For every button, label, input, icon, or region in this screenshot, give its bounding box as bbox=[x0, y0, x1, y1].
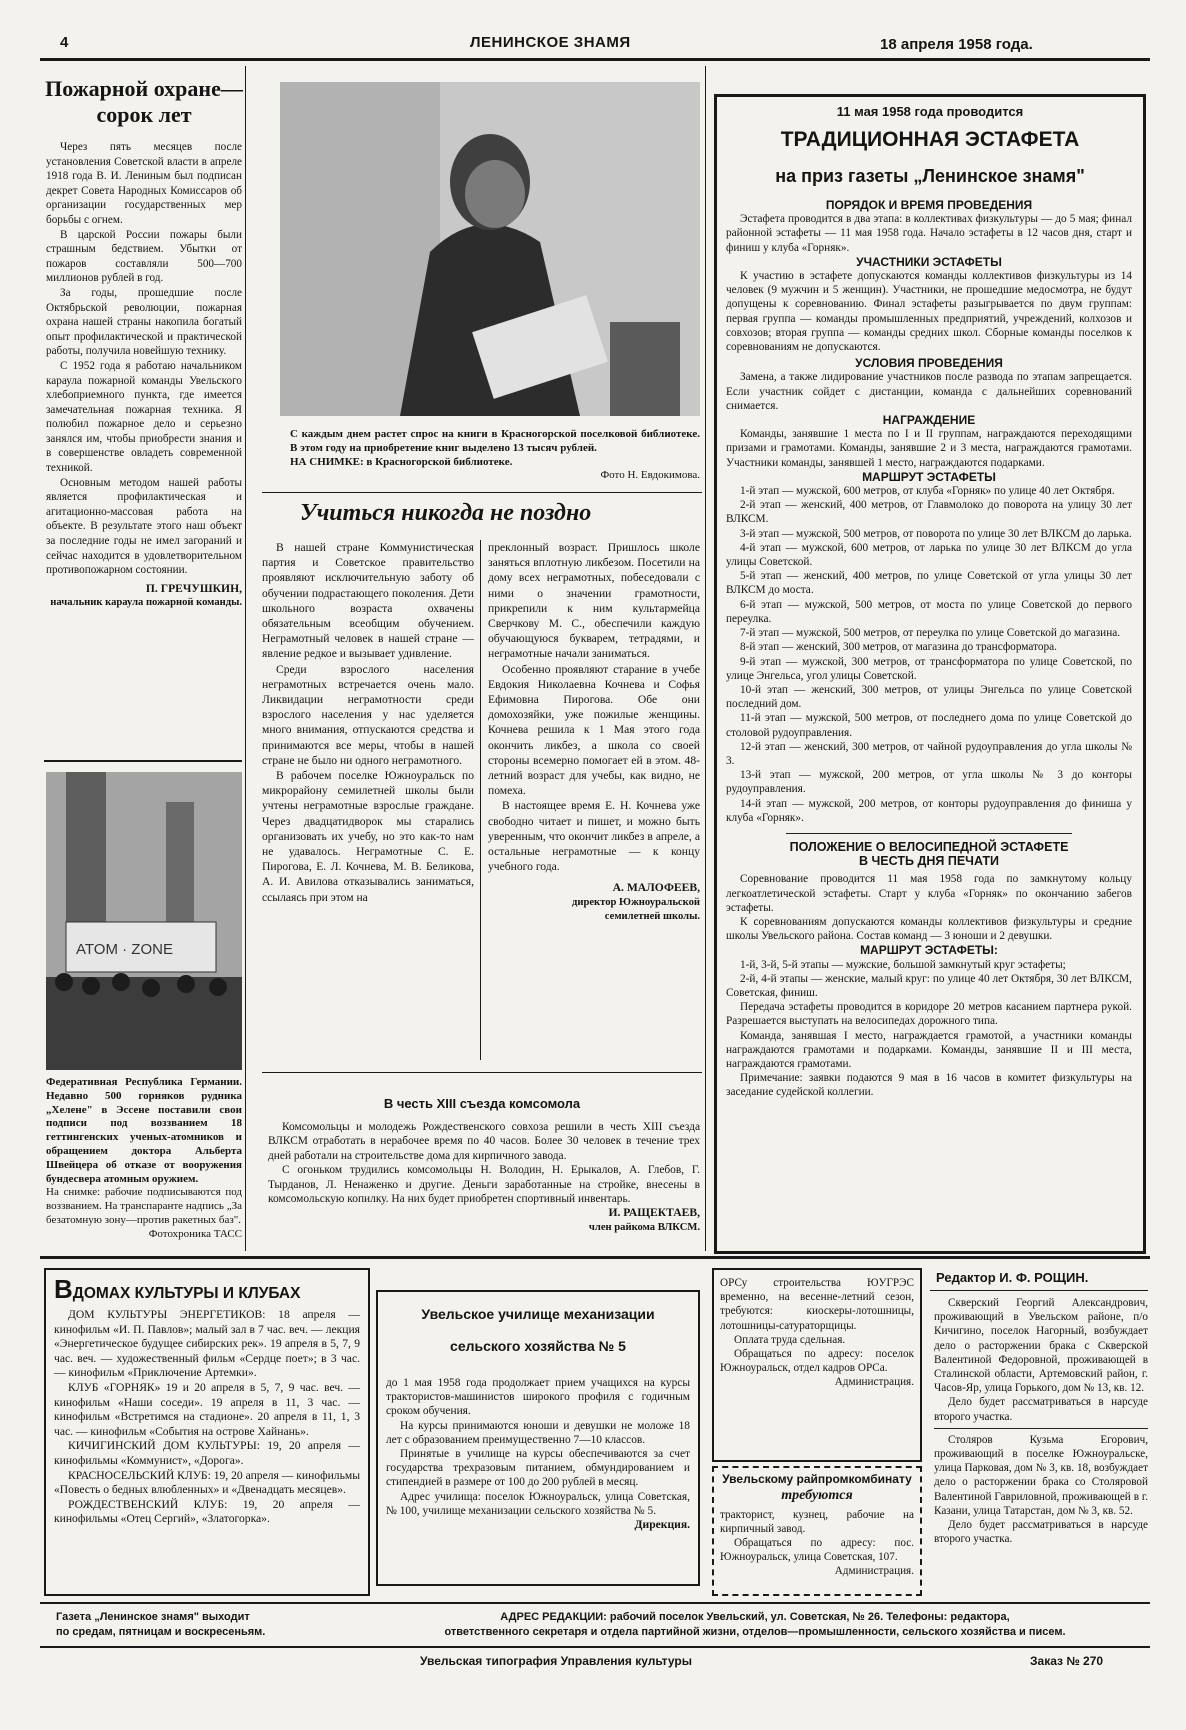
issue-date: 18 апреля 1958 года. bbox=[880, 36, 1033, 53]
section-rule bbox=[930, 1290, 1148, 1291]
clubs-title bbox=[54, 1274, 364, 1305]
club-entry: РОЖДЕСТВЕНСКИЙ КЛУБ: 19, 20 апреля — кинофильмы «Отец Сергий», «Златогорка». bbox=[54, 1497, 360, 1526]
caption-text-2: НА СНИМКЕ: в Красногорской библиотеке. bbox=[290, 455, 513, 468]
page-number: 4 bbox=[60, 34, 69, 51]
paragraph: С огоньком трудились комсомольцы Н. Володин, Н. Ерыкалов, А. Глебов, Г. Тырданов, Л. Ненаженко и другие. Деньги заработанные на стройке, внесены в комсомольскую копилку. На них будет приобретен спортивный инвентарь. bbox=[268, 1164, 700, 1206]
divorce-notice: Дело будет рассматриваться в нарсуде второго участка. bbox=[934, 1519, 1148, 1546]
fire-article-title bbox=[44, 76, 244, 128]
learning-signature-role: директор Южноуральской bbox=[572, 896, 700, 908]
paragraph: Особенно проявляют старание в учебе Евдокия Николаевна Кочнева и Софья Ефимовна Пирогова. Обе они домохозяйки, уже пожилые женщины. Кочнева решила к 1 Мая этого года окончить ликбез, а школа со своей стороны всемерно помогает ей в этом. 48-летний возраст для учебы, как видно, не помеха. bbox=[488, 662, 700, 798]
editorial-address bbox=[360, 1610, 1150, 1640]
library-photo-image bbox=[280, 82, 700, 416]
paragraph: Адрес училища: поселок Южноуральск, улица Советская, № 100, училище механизации сельского хозяйства № 5. bbox=[386, 1490, 690, 1517]
address-line: АДРЕС РЕДАКЦИИ: рабочий поселок Увельский, ул. Советская, № 26. Телефоны: редактора, bbox=[500, 1611, 1010, 1623]
fire-title-line-2: сорок лет bbox=[96, 102, 192, 127]
paragraph: К соревнованиям допускаются команды коллективов физкультуры и средние школы Увельского района. Состав команд — 3 юноши и 2 девушки. bbox=[726, 915, 1132, 943]
germany-protest-photo bbox=[46, 772, 242, 1070]
section-heading: ПОРЯДОК И ВРЕМЯ ПРОВЕДЕНИЯ bbox=[825, 198, 1033, 212]
library-caption bbox=[290, 428, 700, 483]
stage: 6-й этап — мужской, 500 метров, от моста по улице Советской до первого переулка. bbox=[726, 598, 1132, 625]
komsomol-title: В честь XIII съезда комсомола bbox=[383, 1096, 581, 1111]
paragraph: К участию в эстафете допускаются команды коллективов физкультуры из 14 человек (9 мужчин и 5 женщин). Участники, не прошедшие медосмотра, не будут допущены к соревнованию. Финал эстафеты разыгрывается по двум группам: первая группа — команды промышленных предприятий, учреждений, колхозов и совхозов; вторая группа — команды средних школ. Сборные команды поселков к соревнованиям не допускаются. bbox=[726, 270, 1132, 354]
komsomol-signature: И. РАЩЕКТАЕВ, bbox=[608, 1206, 700, 1220]
ors-text: ОРСу строительства ЮУГРЭС временно, на весенне-летний сезон, требуются: киоскеры-лотошницы, лотошницы-сатураторщицы. bbox=[720, 1277, 914, 1332]
stage: 10-й этап — женский, 300 метров, от улицы Энгельса по улице Советской последний дом. bbox=[726, 683, 1132, 711]
school-title: сельского хозяйства № 5 bbox=[450, 1338, 626, 1354]
section-heading: УСЛОВИЯ ПРОВЕДЕНИЯ bbox=[855, 356, 1003, 371]
ors-signature: Администрация. bbox=[834, 1376, 914, 1389]
school-signature: Дирекция. bbox=[634, 1518, 690, 1532]
section-heading: УЧАСТНИКИ ЭСТАФЕТЫ bbox=[856, 254, 1002, 269]
club-entry: КЛУБ «ГОРНЯК» 19 и 20 апреля в 5, 7, 9 час. веч. — кинофильм «Наши соседи». 19 апреля в 11, 3 час. — кинофильм «Встретимся на стадионе». 20 апреля в 11, 1, 3 час. — кинофильм «События на острове Хайнань». bbox=[54, 1380, 360, 1438]
bike-title: В ЧЕСТЬ ДНЯ ПЕЧАТИ bbox=[859, 854, 999, 869]
paragraph: Эстафета проводится в два этапа: в коллективах физкультуры — до 5 мая; финал районной эстафеты — 11 мая 1958 года. Начало эстафеты в 12 часов дня, старт и финиш у клуба «Горняк». bbox=[726, 213, 1132, 254]
learning-signature: А. МАЛОФЕЕВ, bbox=[612, 881, 700, 895]
learning-col-2 bbox=[488, 540, 700, 924]
footer-rule bbox=[40, 1602, 1150, 1604]
schedule-note bbox=[56, 1610, 346, 1640]
paragraph: 2-й, 4-й этапы — женские, малый круг: по улице 40 лет Октября, 30 лет ВЛКСМ, Советская, финиш. bbox=[726, 972, 1132, 999]
fire-signature: П. ГРЕЧУШКИН, bbox=[145, 581, 242, 595]
learning-signature-role: семилетней школы. bbox=[604, 910, 700, 922]
kombinat-title: Увельскому райпромкомбинату bbox=[722, 1472, 912, 1486]
column-divider bbox=[705, 66, 706, 1251]
section-rule bbox=[44, 760, 242, 762]
divorce-notice: Скверский Георгий Александрович, проживающий в Увельском районе, п/о Кичигино, поселок Нагорный, возбуждает дело о расторжении брака с Скверской Валентиной Федоровной, проживающей в Сталинской области, Артемовский район, г. Часов-Яр, улица Горького, дом № 13, кв. 12. bbox=[934, 1297, 1148, 1395]
section-heading: НАГРАЖДЕНИЕ bbox=[882, 413, 976, 428]
column-divider bbox=[480, 540, 481, 1060]
paragraph: Среди взрослого населения неграмотных встречается очень мало. Ликвидации неграмотности среди взрослого населения у нас уделяется много внимания, отпускаются средства и принимаются все меры, чтобы в нашей стране не было ни одного неграмотного. bbox=[262, 662, 474, 767]
kombinat-signature: Администрация. bbox=[834, 1565, 914, 1577]
masthead-rule bbox=[40, 58, 1150, 61]
learning-col-1 bbox=[262, 540, 474, 905]
komsomol-signature-role: член райкома ВЛКСМ. bbox=[588, 1221, 700, 1233]
ors-pay: Оплата труда сдельная. bbox=[734, 1333, 846, 1346]
stage: 5-й этап — женский, 400 метров, по улице Советской от угла улицы 30 лет ВЛКСМ до моста. bbox=[726, 570, 1132, 597]
club-entry: КРАСНОСЕЛЬСКИЙ КЛУБ: 19, 20 апреля — кинофильмы «Повесть о бедных влюбленных» и «Двенадцать месяцев». bbox=[54, 1468, 360, 1497]
library-photo bbox=[280, 82, 700, 416]
fire-signature-role: начальник караула пожарной команды. bbox=[50, 597, 242, 609]
photo-credit: Фото Н. Евдокимова. bbox=[600, 469, 700, 482]
paragraph: Замена, а также лидирование участников после развода по этапам запрещается. Если участник сойдет с дистанции, команда с дальнейших соревнований снимается. bbox=[726, 371, 1132, 412]
paragraph: Через пять месяцев после установления Советской власти в апреле 1918 года В. И. Лениным был подписан декрет Совета Народных Комиссаров об организации государственных мер борьбы с огнем. bbox=[46, 141, 242, 226]
editor-name: Редактор И. Ф. РОЩИН. bbox=[936, 1270, 1089, 1285]
paragraph: С 1952 года я работаю начальником караула пожарной команды Увельского хлебоприемного пункта, где имеется замечательная пожарная техника. Я полюбил пожарное дело и серьезно занялся им, чтобы приобрести знания и в совершенстве овладеть современной техникой. bbox=[46, 359, 242, 475]
stage: 1-й этап — мужской, 600 метров, от клуба «Горняк» по улице 40 лет Октября. bbox=[740, 485, 1115, 498]
ornament-rule bbox=[262, 492, 702, 493]
footer-rule bbox=[40, 1646, 1150, 1648]
schedule-line: Газета „Ленинское знамя" выходит bbox=[56, 1611, 250, 1623]
stage: 3-й этап — мужской, 500 метров, от поворота по улице 30 лет ВЛКСМ до ларька. bbox=[740, 527, 1132, 540]
paragraph: Основным методом нашей работы является профилактическая и агитационно-массовая работа на объекте. В результате этого наш объект за последние годы не имел загораний и сейчас находится в удовлетворительном противопожарном состоянии. bbox=[46, 476, 242, 577]
paragraph: Передача эстафеты проводится в коридоре 20 метров касанием партнера рукой. Разрешается выступать на велосипедах дорожного типа. bbox=[726, 1001, 1132, 1028]
school-title: Увельское училище механизации bbox=[421, 1306, 655, 1322]
clubs-listing bbox=[44, 1268, 370, 1596]
paragraph: В рабочем поселке Южноуральск по микрорайону семилетней школы были учтены неграмотные взрослые граждане. Через двадцатидворок мы старались организовать их учебу, но это как-то нам не удавалось. Неграмотные С. Е. Пирогова, Е. Л. Кочнева, М. В. Беликова, А. И. Авилова отказывались заниматься, ссылаясь при этом на bbox=[262, 769, 474, 904]
section-heading: МАРШРУТ ЭСТАФЕТЫ: bbox=[860, 943, 998, 958]
clubs-title-text: ДОМАХ КУЛЬТУРЫ И КЛУБАХ bbox=[72, 1285, 301, 1302]
section-heading: МАРШРУТ ЭСТАФЕТЫ bbox=[862, 469, 996, 484]
ors-body bbox=[720, 1276, 914, 1390]
caption-text: С каждым днем растет спрос на книги в Красногорской поселковой библиотеке. В этом году на приобретение книг выделено 13 тысяч рублей. bbox=[290, 428, 700, 454]
stage: 8-й этап — женский, 300 метров, от магазина до трансформатора. bbox=[740, 641, 1058, 654]
caption-text-2: На снимке: рабочие подписываются под воззванием. На транспаранте надпись „За безатомную зону—против ракетных баз". bbox=[46, 1186, 242, 1226]
club-entry: ДОМ КУЛЬТУРЫ ЭНЕРГЕТИКОВ: 18 апреля — кинофильм «И. П. Павлов»; малый зал в 7 час. веч. — лекция «Энергетическое будущее сибирских рек». 19 апреля в 5, 7, 9 час. веч. — художественный фильм «Сердце поет»; в 3 час. — кинофильм «Приключение Артемки». bbox=[54, 1308, 360, 1380]
ors-address: Обращаться по адресу: поселок Южноуральск, отдел кадров ОРСа. bbox=[720, 1348, 914, 1375]
relay-title: ТРАДИЦИОННАЯ ЭСТАФЕТА bbox=[780, 128, 1080, 151]
bike-title: ПОЛОЖЕНИЕ О ВЕЛОСИПЕДНОЙ ЭСТАФЕТЕ bbox=[789, 839, 1069, 854]
paragraph: На курсы принимаются юноши и девушки не моложе 18 лет с образованием преимущественно 7—10 классов. bbox=[386, 1419, 690, 1446]
kombinat-ad bbox=[712, 1466, 922, 1596]
order-number: Заказ № 270 bbox=[1030, 1654, 1104, 1668]
kombinat-subtitle: требуются bbox=[781, 1488, 853, 1503]
ors-ad bbox=[712, 1268, 922, 1462]
learning-article-title: Учиться никогда не поздно bbox=[300, 500, 592, 526]
paragraph: Соревнование проводится 11 мая 1958 года по замкнутому кольцу легкоатлетической эстафеты. Старт у клуба «Горняк» по окончанию забегов эстафеты. bbox=[726, 873, 1132, 914]
stage: 12-й этап — женский, 300 метров, от чайной рудоуправления до угла школы № 3. bbox=[726, 740, 1132, 767]
club-entry: КИЧИГИНСКИЙ ДОМ КУЛЬТУРЫ: 19, 20 апреля — кинофильмы «Коммунист», «Дорога». bbox=[54, 1439, 360, 1467]
paragraph: Примечание: заявки подаются 9 мая в 16 часов в комитет физкультуры на заседание судейской коллегии. bbox=[726, 1072, 1132, 1099]
stage: 7-й этап — мужской, 500 метров, от переулка по улице Советской до магазина. bbox=[740, 627, 1121, 640]
kombinat-address: Обращаться по адресу: пос. Южноуральск, улица Советская, 107. bbox=[720, 1537, 914, 1563]
divorce-notices bbox=[934, 1296, 1148, 1546]
paragraph: В царской России пожары были страшным бедствием. Убытки от пожаров составляли 500—700 миллионов рублей в год. bbox=[46, 228, 242, 285]
divorce-notice: Дело будет рассматриваться в нарсуде второго участка. bbox=[934, 1396, 1148, 1423]
paragraph: За годы, прошедшие после Октябрьской революции, пожарная охрана нашей страны накопила богатый опыт профилактической и практической работы, получила новейшую технику. bbox=[46, 286, 242, 358]
address-line: ответственного секретаря и отдела партийной жизни, отделов—промышленности, сельского хозяйства и писем. bbox=[444, 1626, 1066, 1638]
caption-text: Федеративная Республика Германии. Недавно 500 горняков рудника „Хелене" в Эссене поставили свои подписи под воззванием 18 геттингенских ученых-атомников и обращением доктора Альберта Швейцера об отказе от вооружения бундесвера атомным оружием. bbox=[46, 1076, 242, 1185]
svg-text:ATOM · ZONE: ATOM · ZONE bbox=[76, 941, 173, 958]
paragraph: Комсомольцы и молодежь Рождественского совхоза решили в честь XIII съезда ВЛКСМ отработать в нерабочее время по 40 часов. Более 30 человек в течение трех дней работали на строительстве дома для кирпичного завода. bbox=[268, 1121, 700, 1162]
komsomol-body bbox=[268, 1120, 700, 1235]
section-rule bbox=[40, 1256, 1150, 1259]
stage: 4-й этап — мужской, 600 метров, от ларька по улице 30 лет ВЛКСМ до угла улицы Советской. bbox=[726, 541, 1132, 569]
paper-name: ЛЕНИНСКОЕ ЗНАМЯ bbox=[470, 34, 631, 51]
relay-announce-date: 11 мая 1958 года проводится bbox=[836, 104, 1024, 119]
paragraph: Принятые в училище на курсы обеспечиваются за счет государства трехразовым питанием, обмундированием и стипендией в размере от 100 до 200 рублей в месяц. bbox=[386, 1448, 690, 1489]
paragraph: преклонный возраст. Пришлось школе заняться вплотную ликбезом. Посетили на дому всех неграмотных, побеседовали с ними о значении грамотности, прикрепили к ним культармейца Сверчкову М. С., обеспечили каждую обучающуюся букварем, тетрадями, и неграмотные начали заниматься. bbox=[488, 541, 700, 661]
stage: 11-й этап — мужской, 500 метров, от последнего дома по улице Советской до столовой рудоуправления. bbox=[726, 712, 1132, 739]
section-rule bbox=[262, 1072, 702, 1073]
paragraph: Команды, занявшие 1 места по I и II группам, награждаются переходящими призами и грамотами. Команды, занявшие 2 и 3 места, награждаются грамотами. Участники команды, занявшей 1 место, награждаются подарками. bbox=[726, 428, 1132, 469]
paragraph: В настоящее время Е. Н. Кочнева уже свободно читает и пишет, и можно быть уверенным, что окончит ликбез в апреле, а остальные неграмотные — к концу учебного года. bbox=[488, 799, 700, 874]
kombinat-text: тракторист, кузнец, рабочие на кирпичный завод. bbox=[720, 1509, 914, 1535]
schedule-line: по средам, пятницам и воскресеньям. bbox=[56, 1626, 266, 1638]
stage: 2-й этап — женский, 400 метров, от Главмолоко до поворота на улицу 30 лет ВЛКСМ. bbox=[726, 499, 1132, 526]
stage: 9-й этап — мужской, 300 метров, от трансформатора по улице Советской, по улице Энгельса, угол улицы Советской. bbox=[726, 655, 1132, 682]
divorce-notice: Столяров Кузьма Егорович, проживающий в поселке Южноуральске, улица Парковая, дом № 3, кв. 18, возбуждает дело о расторжении брака со Столяровой Валентиной Гавриловной, проживающей в г. Казани, улица Татарстан, дом № 3, кв. 52. bbox=[934, 1433, 1148, 1517]
paragraph: 1-й, 3-й, 5-й этапы — мужские, большой замкнутый круг эстафеты; bbox=[740, 958, 1066, 971]
kombinat-body bbox=[720, 1508, 914, 1578]
photo-credit: Фотохроника ТАСС bbox=[148, 1227, 242, 1240]
clubs-entries bbox=[54, 1308, 360, 1527]
protest-photo-image bbox=[46, 772, 242, 1070]
paragraph: Команда, занявшая I место, награждается грамотой, а участники команды награждаются грамотами и подарками. Команды, занявшие II и III места, награждаются грамотами. bbox=[726, 1029, 1132, 1070]
clubs-title-initial: В bbox=[54, 1274, 73, 1304]
school-ad bbox=[376, 1290, 700, 1586]
paragraph: до 1 мая 1958 года продолжает прием учащихся на курсы трактористов-машинистов широкого профиля с годичным сроком обучения. bbox=[386, 1377, 690, 1418]
germany-caption bbox=[46, 1076, 242, 1242]
stage: 14-й этап — мужской, 200 метров, от конторы рудоуправления до финиша у клуба «Горняк». bbox=[726, 797, 1132, 824]
fire-title-line-1: Пожарной охране— bbox=[45, 76, 243, 101]
column-divider bbox=[245, 66, 246, 1251]
fire-article-body bbox=[46, 140, 242, 610]
relay-subtitle: на приз газеты „Ленинское знамя" bbox=[775, 166, 1085, 186]
stage: 13-й этап — мужской, 200 метров, от угла школы № 3 до конторы рудоуправления. bbox=[726, 769, 1132, 796]
school-body bbox=[386, 1376, 690, 1532]
printer-line: Увельская типография Управления культуры bbox=[420, 1654, 692, 1668]
relay-body bbox=[726, 198, 1132, 1100]
paragraph: В нашей стране Коммунистическая партия и Советское правительство проявляют исключительную заботу об обучении подрастающего поколения. Дети школьного возраста охвачены обязательным всеобщим обучением. Неграмотный человек в нашей стране — явление редкое и вызывает удивление. bbox=[262, 541, 474, 661]
